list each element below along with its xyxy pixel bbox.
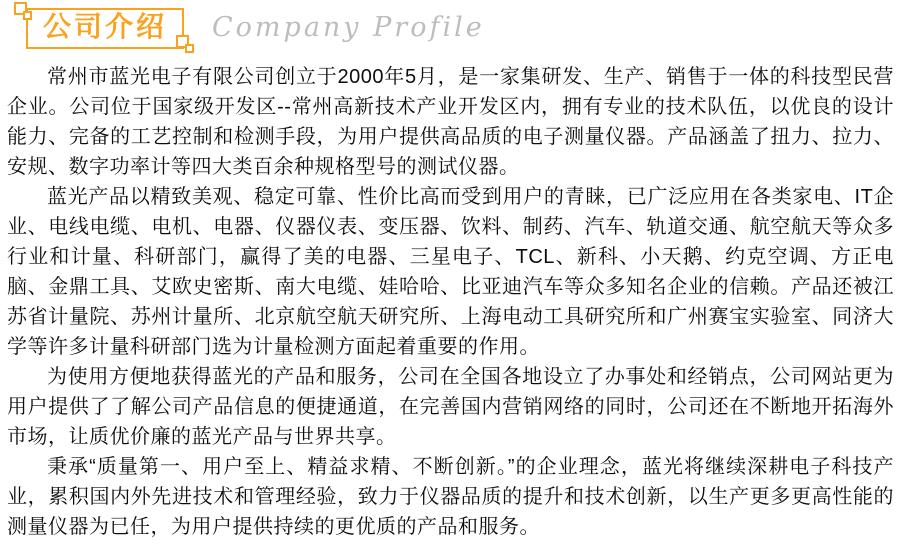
section-header [0,0,900,59]
profile-paragraph-4: 秉承“质量第一、用户至上、精益求精、不断创新。”的企业理念，蓝光将继续深耕电子科技产业，累积国内外先进技术和管理经验，致力于仪器品质的提升和技术创新，以生产更多更高性能的测量仪器为已任，为用户提供持续的更优质的产品和服务。 [7,456,894,538]
section-title-frame [26,8,184,49]
section-title-en: Company Profile [212,12,485,43]
profile-paragraph-2: 蓝光产品以精致美观、稳定可靠、性价比高而受到用户的青睐，已广泛应用在各类家电、IT企业、电线电缆、电机、电器、仪器仪表、变压器、饮料、制药、汽车、轨道交通、航空航天等众多行业和计量、科研部门，赢得了美的电器、三星电子、TCL、新科、小天鹅、约克空调、方正电脑、金鼎工具、艾欧史密斯、南大电缆、娃哈哈、比亚迪汽车等众多知名企业的信赖。产品还被江苏省计量院、苏州计量所、北京航空航天研究所、上海电动工具研究所和广州赛宝实验室、同济大学等许多计量科研部门选为计量检测方面起着重要的作用。 [7,186,894,358]
profile-paragraph-3: 为使用方便地获得蓝光的产品和服务，公司在全国各地设立了办事处和经销点，公司网站更为用户提供了了解公司产品信息的便捷通道，在完善国内营销网络的同时，公司还在不断地开拓海外市场，让质优价廉的蓝光产品与世界共享。 [7,366,894,448]
frame-ornament-topleft-icon [14,2,27,15]
section-title-cn: 公司介绍 [43,11,168,42]
profile-paragraph-1: 常州市蓝光电子有限公司创立于2000年5月，是一家集研发、生产、销售于一体的科技型民营企业。公司位于国家级开发区--常州高新技术产业开发区内，拥有专业的技术队伍，以优良的设计能力、完备的工艺控制和检测手段，为用户提供高品质的电子测量仪器。产品涵盖了扭力、拉力、安规、数字功率计等四大类百余种规格型号的测试仪器。 [7,66,894,178]
frame-ornament-bottomright-icon [176,35,189,48]
profile-text [0,59,900,542]
